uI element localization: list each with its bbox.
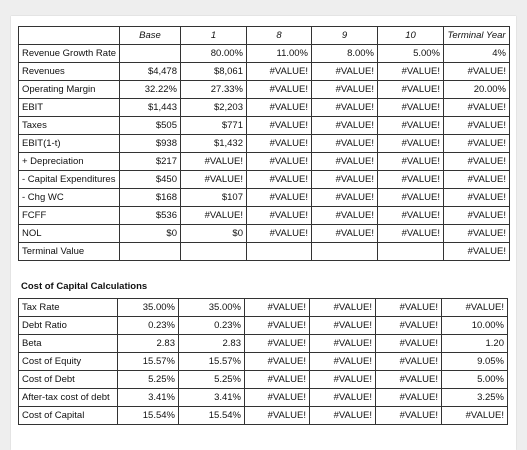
value-cell[interactable]: #VALUE! (376, 299, 442, 317)
value-cell[interactable]: #VALUE! (444, 63, 510, 81)
value-cell[interactable]: 80.00% (181, 45, 247, 63)
value-cell[interactable]: #VALUE! (245, 371, 310, 389)
value-cell[interactable]: 3.41% (118, 389, 179, 407)
table-row (19, 99, 510, 117)
value-cell[interactable]: #VALUE! (310, 371, 376, 389)
value-cell[interactable]: #VALUE! (247, 117, 312, 135)
value-cell[interactable]: #VALUE! (378, 171, 444, 189)
value-cell[interactable]: #VALUE! (376, 353, 442, 371)
header-row (19, 27, 510, 45)
value-cell[interactable]: #VALUE! (245, 389, 310, 407)
value-cell[interactable]: #VALUE! (312, 207, 378, 225)
value-cell[interactable]: #VALUE! (312, 99, 378, 117)
table-row (19, 189, 510, 207)
value-cell[interactable]: 20.00% (444, 81, 510, 99)
value-cell[interactable]: #VALUE! (376, 389, 442, 407)
value-cell[interactable]: #VALUE! (310, 299, 376, 317)
table-row (19, 389, 508, 407)
value-cell[interactable]: 15.57% (179, 353, 245, 371)
cost-of-capital-table (18, 298, 508, 425)
value-cell[interactable]: $2,203 (181, 99, 247, 117)
value-cell[interactable]: #VALUE! (310, 335, 376, 353)
row-label-cell[interactable]: NOL (19, 225, 120, 243)
value-cell[interactable]: 1.20 (442, 335, 508, 353)
table-row (19, 171, 510, 189)
value-cell[interactable]: 9 (312, 27, 378, 45)
table-row (19, 353, 508, 371)
value-cell[interactable]: #VALUE! (312, 135, 378, 153)
value-cell[interactable]: #VALUE! (312, 225, 378, 243)
table-row (19, 407, 508, 425)
value-cell[interactable]: #VALUE! (378, 81, 444, 99)
value-cell[interactable]: 5.25% (179, 371, 245, 389)
value-cell[interactable]: #VALUE! (312, 81, 378, 99)
value-cell[interactable]: 11.00% (247, 45, 312, 63)
value-cell[interactable]: #VALUE! (444, 243, 510, 261)
value-cell[interactable]: #VALUE! (378, 63, 444, 81)
value-cell[interactable]: Terminal Year (444, 27, 510, 45)
value-cell[interactable]: $8,061 (181, 63, 247, 81)
value-cell[interactable]: #VALUE! (310, 389, 376, 407)
value-cell[interactable]: $217 (120, 153, 181, 171)
value-cell[interactable]: #VALUE! (245, 335, 310, 353)
row-label-cell[interactable]: Cost of Equity (19, 353, 118, 371)
value-cell[interactable]: 32.22% (120, 81, 181, 99)
value-cell[interactable]: 3.41% (179, 389, 245, 407)
row-label-cell[interactable] (19, 27, 120, 45)
row-label-cell[interactable]: Cost of Debt (19, 371, 118, 389)
value-cell[interactable]: #VALUE! (376, 317, 442, 335)
value-cell[interactable]: #VALUE! (312, 117, 378, 135)
value-cell[interactable]: #VALUE! (181, 171, 247, 189)
value-cell[interactable] (247, 243, 312, 261)
value-cell[interactable] (378, 243, 444, 261)
value-cell[interactable]: #VALUE! (245, 407, 310, 425)
value-cell[interactable]: 8 (247, 27, 312, 45)
row-label-cell[interactable]: Beta (19, 335, 118, 353)
value-cell[interactable]: #VALUE! (376, 335, 442, 353)
value-cell[interactable]: 2.83 (179, 335, 245, 353)
row-label-cell[interactable]: Tax Rate (19, 299, 118, 317)
value-cell[interactable]: 1 (181, 27, 247, 45)
value-cell[interactable] (120, 45, 181, 63)
value-cell[interactable]: 5.00% (378, 45, 444, 63)
value-cell[interactable]: #VALUE! (444, 117, 510, 135)
value-cell[interactable]: #VALUE! (444, 135, 510, 153)
table-row (19, 81, 510, 99)
row-label-cell[interactable]: EBIT(1-t) (19, 135, 120, 153)
value-cell[interactable]: 15.57% (118, 353, 179, 371)
value-cell[interactable]: #VALUE! (247, 225, 312, 243)
table-row (19, 317, 508, 335)
value-cell[interactable]: 15.54% (179, 407, 245, 425)
valuation-table (18, 26, 510, 261)
value-cell[interactable]: #VALUE! (378, 153, 444, 171)
value-cell[interactable]: 2.83 (118, 335, 179, 353)
section-title: Cost of Capital Calculations (21, 281, 148, 292)
value-cell[interactable]: $1,432 (181, 135, 247, 153)
value-cell[interactable]: #VALUE! (444, 207, 510, 225)
value-cell[interactable]: 8.00% (312, 45, 378, 63)
value-cell[interactable]: #VALUE! (312, 153, 378, 171)
value-cell[interactable]: #VALUE! (312, 171, 378, 189)
value-cell[interactable]: 0.23% (179, 317, 245, 335)
row-label-cell[interactable]: Cost of Capital (19, 407, 118, 425)
value-cell[interactable]: #VALUE! (247, 207, 312, 225)
value-cell[interactable]: #VALUE! (312, 63, 378, 81)
value-cell[interactable]: #VALUE! (378, 225, 444, 243)
value-cell[interactable]: $505 (120, 117, 181, 135)
value-cell[interactable]: Base (120, 27, 181, 45)
value-cell[interactable]: #VALUE! (378, 117, 444, 135)
row-label-cell[interactable]: Revenue Growth Rate (19, 45, 120, 63)
table-row (19, 135, 510, 153)
value-cell[interactable]: $4,478 (120, 63, 181, 81)
value-cell[interactable]: #VALUE! (247, 171, 312, 189)
value-cell[interactable]: $107 (181, 189, 247, 207)
value-cell[interactable]: 5.25% (118, 371, 179, 389)
value-cell[interactable]: #VALUE! (376, 407, 442, 425)
value-cell[interactable]: #VALUE! (245, 299, 310, 317)
table-row (19, 207, 510, 225)
value-cell[interactable]: 15.54% (118, 407, 179, 425)
row-label-cell[interactable]: Debt Ratio (19, 317, 118, 335)
value-cell[interactable]: $1,443 (120, 99, 181, 117)
value-cell[interactable]: $771 (181, 117, 247, 135)
value-cell[interactable]: #VALUE! (245, 353, 310, 371)
value-cell[interactable]: $938 (120, 135, 181, 153)
value-cell[interactable]: $168 (120, 189, 181, 207)
value-cell[interactable] (120, 243, 181, 261)
value-cell[interactable]: 9.05% (442, 353, 508, 371)
value-cell[interactable]: #VALUE! (247, 153, 312, 171)
value-cell[interactable] (312, 243, 378, 261)
value-cell[interactable]: #VALUE! (444, 99, 510, 117)
value-cell[interactable]: #VALUE! (247, 189, 312, 207)
value-cell[interactable]: $450 (120, 171, 181, 189)
row-label-cell[interactable]: FCFF (19, 207, 120, 225)
value-cell[interactable]: #VALUE! (247, 63, 312, 81)
value-cell[interactable]: 35.00% (118, 299, 179, 317)
value-cell[interactable]: #VALUE! (444, 171, 510, 189)
value-cell[interactable]: #VALUE! (245, 317, 310, 335)
value-cell[interactable]: 10 (378, 27, 444, 45)
row-label-cell[interactable]: Revenues (19, 63, 120, 81)
value-cell[interactable]: $0 (120, 225, 181, 243)
table-row (19, 45, 510, 63)
value-cell[interactable]: #VALUE! (310, 317, 376, 335)
value-cell[interactable]: #VALUE! (312, 189, 378, 207)
value-cell[interactable]: #VALUE! (376, 371, 442, 389)
table-row (19, 299, 508, 317)
value-cell[interactable]: $536 (120, 207, 181, 225)
value-cell[interactable]: 0.23% (118, 317, 179, 335)
table-row (19, 63, 510, 81)
value-cell[interactable]: 35.00% (179, 299, 245, 317)
value-cell[interactable]: #VALUE! (378, 135, 444, 153)
spreadsheet-page (11, 16, 516, 450)
table-row (19, 335, 508, 353)
value-cell[interactable]: #VALUE! (378, 189, 444, 207)
table-row (19, 243, 510, 261)
value-cell[interactable]: #VALUE! (444, 225, 510, 243)
value-cell[interactable]: #VALUE! (442, 407, 508, 425)
value-cell[interactable]: 4% (444, 45, 510, 63)
value-cell[interactable]: #VALUE! (378, 207, 444, 225)
value-cell[interactable]: #VALUE! (444, 189, 510, 207)
row-label-cell[interactable]: Terminal Value (19, 243, 120, 261)
table-row (19, 225, 510, 243)
table-row (19, 371, 508, 389)
value-cell[interactable]: 5.00% (442, 371, 508, 389)
value-cell[interactable] (181, 243, 247, 261)
value-cell[interactable]: #VALUE! (181, 153, 247, 171)
value-cell[interactable]: 27.33% (181, 81, 247, 99)
row-label-cell[interactable]: Operating Margin (19, 81, 120, 99)
value-cell[interactable]: 3.25% (442, 389, 508, 407)
value-cell[interactable]: #VALUE! (247, 81, 312, 99)
row-label-cell[interactable]: Taxes (19, 117, 120, 135)
value-cell[interactable]: 10.00% (442, 317, 508, 335)
row-label-cell[interactable]: EBIT (19, 99, 120, 117)
value-cell[interactable]: #VALUE! (181, 207, 247, 225)
value-cell[interactable]: #VALUE! (310, 407, 376, 425)
row-label-cell[interactable]: - Chg WC (19, 189, 120, 207)
value-cell[interactable]: #VALUE! (310, 353, 376, 371)
value-cell[interactable]: #VALUE! (444, 153, 510, 171)
table-row (19, 153, 510, 171)
table-row (19, 117, 510, 135)
row-label-cell[interactable]: After-tax cost of debt (19, 389, 118, 407)
row-label-cell[interactable]: - Capital Expenditures (19, 171, 120, 189)
row-label-cell[interactable]: + Depreciation (19, 153, 120, 171)
value-cell[interactable]: #VALUE! (247, 135, 312, 153)
value-cell[interactable]: #VALUE! (442, 299, 508, 317)
value-cell[interactable]: $0 (181, 225, 247, 243)
value-cell[interactable]: #VALUE! (247, 99, 312, 117)
value-cell[interactable]: #VALUE! (378, 99, 444, 117)
